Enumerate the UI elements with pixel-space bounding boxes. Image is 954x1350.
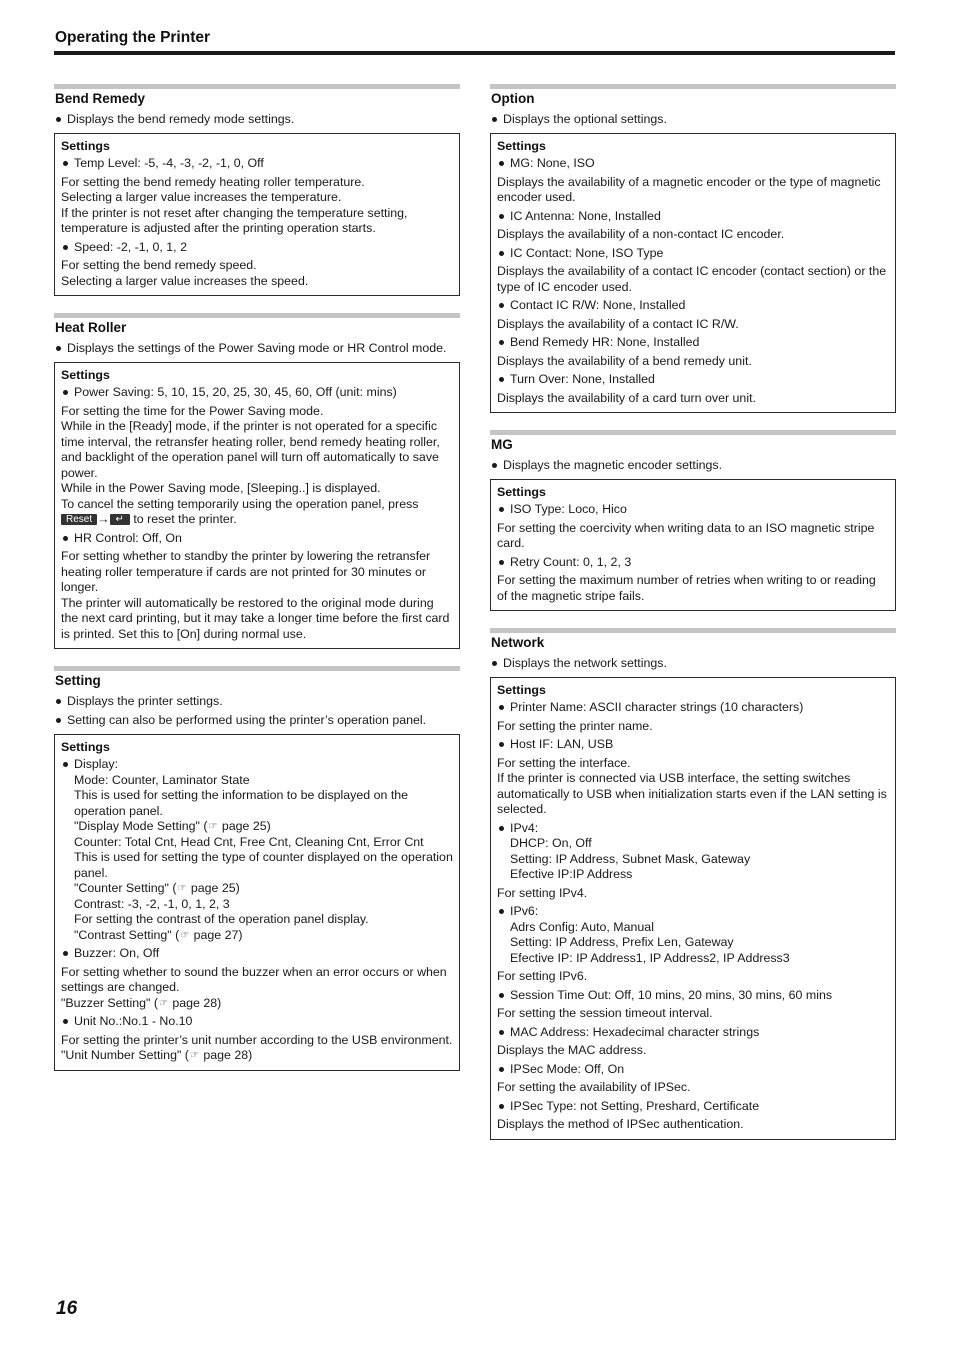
settings-box-title: Settings bbox=[497, 138, 546, 153]
setting-text: Displays the availability of a magnetic encoder or the type of magnetic encoder used. bbox=[497, 174, 881, 204]
section-title: Option bbox=[491, 91, 535, 106]
section-rule bbox=[490, 84, 896, 89]
setting-item-label: Display: bbox=[74, 757, 119, 771]
setting-text-line: If the printer is connected via USB interface, the setting switches automatically to USB when initialization starts even if the LAN setting is selected. bbox=[497, 771, 887, 816]
section-description bbox=[490, 458, 896, 474]
page-number: 16 bbox=[56, 1298, 78, 1319]
settings-box bbox=[490, 677, 896, 1140]
setting-item bbox=[497, 904, 889, 966]
reference-text: "Display Mode Setting" ( bbox=[74, 819, 208, 833]
description-item: Displays the magnetic encoder settings. bbox=[490, 458, 896, 474]
description-item: Displays the settings of the Power Saving mode or HR Control mode. bbox=[54, 341, 460, 357]
setting-text-line: The printer will automatically be restored to the original mode during the next card printing, but it may take a longer time before the first card is printed. Set this to [On] during normal use. bbox=[61, 595, 450, 641]
setting-text-line: For setting the time for the Power Saving mode. bbox=[61, 403, 324, 418]
setting-item: HR Control: Off, On bbox=[61, 531, 453, 547]
setting-item: Turn Over: None, Installed bbox=[497, 372, 889, 388]
reference-page: page 25) bbox=[218, 819, 271, 833]
section-title: Network bbox=[491, 635, 545, 650]
section-title: Setting bbox=[55, 673, 101, 688]
setting-text-line: For setting the printer’s unit number according to the USB environment. bbox=[61, 1032, 453, 1047]
page-reference bbox=[61, 996, 453, 1012]
setting-text: Displays the availability of a contact IC R/W. bbox=[497, 316, 739, 331]
reference-icon: ☞ bbox=[208, 821, 218, 832]
header-rule bbox=[54, 51, 895, 55]
setting-sub-line: Efective IP:IP Address bbox=[510, 867, 633, 881]
section-title: MG bbox=[491, 437, 513, 452]
setting-sub-line: This is used for setting the type of counter displayed on the operation panel. bbox=[74, 850, 453, 880]
setting-item: IPSec Mode: Off, On bbox=[497, 1062, 889, 1078]
setting-sub-line: DHCP: On, Off bbox=[510, 836, 592, 850]
arrow-glyph: → bbox=[97, 512, 110, 526]
section-bend-remedy bbox=[54, 84, 460, 296]
section-rule bbox=[490, 430, 896, 435]
settings-box-title: Settings bbox=[497, 484, 546, 499]
section-mg bbox=[490, 430, 896, 611]
setting-item: MG: None, ISO bbox=[497, 156, 889, 172]
setting-text bbox=[61, 965, 453, 1012]
setting-text-line: For setting the bend remedy speed. bbox=[61, 258, 257, 272]
setting-text: Displays the availability of a card turn over unit. bbox=[497, 390, 756, 405]
setting-text: Displays the availability of a non-contact IC encoder. bbox=[497, 227, 785, 241]
section-title: Bend Remedy bbox=[55, 91, 146, 106]
setting-text: Displays the method of IPSec authentication. bbox=[497, 1117, 744, 1131]
setting-item: Unit No.:No.1 - No.10 bbox=[61, 1014, 453, 1030]
settings-box bbox=[54, 362, 460, 650]
setting-text-line: Selecting a larger value increases the speed. bbox=[61, 273, 309, 288]
setting-text: For setting the availability of IPSec. bbox=[497, 1080, 691, 1094]
setting-text: Displays the availability of a contact IC encoder (contact section) or the type of IC encoder used. bbox=[497, 264, 887, 294]
setting-sub-line: Efective IP: IP Address1, IP Address2, IP Address3 bbox=[510, 950, 790, 965]
reference-icon: ☞ bbox=[180, 929, 190, 941]
description-item: Displays the printer settings. bbox=[54, 694, 460, 710]
setting-item: Power Saving: 5, 10, 15, 20, 25, 30, 45, 60, Off (unit: mins) bbox=[61, 385, 453, 401]
page-reference bbox=[61, 1048, 453, 1064]
setting-sub-line: Setting: IP Address, Subnet Mask, Gateway bbox=[510, 851, 751, 866]
setting-text-line: For setting the bend remedy heating roller temperature. bbox=[61, 174, 365, 189]
description-item: Setting can also be performed using the printer’s operation panel. bbox=[54, 713, 460, 729]
reference-page: page 27) bbox=[190, 927, 243, 942]
setting-item: Retry Count: 0, 1, 2, 3 bbox=[497, 555, 889, 571]
section-rule bbox=[54, 84, 460, 89]
setting-item: Contact IC R/W: None, Installed bbox=[497, 298, 889, 314]
setting-text-line: For setting the interface. bbox=[497, 755, 631, 770]
reference-page: page 25) bbox=[187, 881, 240, 895]
setting-item-label: IPv6: bbox=[510, 904, 539, 918]
description-item: Displays the bend remedy mode settings. bbox=[54, 112, 460, 128]
settings-box bbox=[54, 133, 460, 297]
reference-icon: ☞ bbox=[189, 1050, 199, 1061]
section-title: Heat Roller bbox=[55, 320, 127, 335]
section-rule bbox=[54, 313, 460, 318]
setting-item: MAC Address: Hexadecimal character strings bbox=[497, 1025, 889, 1041]
setting-text: For setting the coercivity when writing data to an ISO magnetic stripe card. bbox=[497, 520, 875, 550]
setting-sub-line: Setting: IP Address, Prefix Len, Gateway bbox=[510, 935, 734, 949]
setting-sub-line: Counter: Total Cnt, Head Cnt, Free Cnt, Cleaning Cnt, Error Cnt bbox=[74, 834, 424, 849]
settings-box bbox=[54, 734, 460, 1071]
reset-instruction bbox=[61, 512, 453, 528]
setting-text-line: For setting whether to sound the buzzer when an error occurs or when settings are changed. bbox=[61, 964, 447, 994]
setting-text-line: For setting whether to standby the printer by lowering the retransfer heating roller temperature if cards are not printed for 30 minutes or longer. bbox=[61, 549, 431, 594]
setting-item: Host IF: LAN, USB bbox=[497, 737, 889, 753]
setting-text-line: To cancel the setting temporarily using the operation panel, press bbox=[61, 496, 419, 511]
setting-text-line: If the printer is not reset after changing the temperature setting, temperature is adjusted after the printing operation starts. bbox=[61, 205, 408, 235]
setting-text bbox=[61, 175, 453, 237]
section-rule bbox=[54, 666, 460, 671]
setting-item bbox=[61, 757, 453, 943]
setting-text: For setting IPv6. bbox=[497, 969, 588, 983]
settings-box-title: Settings bbox=[61, 138, 110, 153]
section-description bbox=[490, 112, 896, 128]
setting-item bbox=[497, 821, 889, 883]
setting-item: ISO Type: Loco, Hico bbox=[497, 502, 889, 518]
setting-item: Printer Name: ASCII character strings (10 characters) bbox=[497, 700, 889, 716]
setting-item: Bend Remedy HR: None, Installed bbox=[497, 335, 889, 351]
page-reference bbox=[74, 819, 453, 835]
setting-item: Temp Level: -5, -4, -3, -2, -1, 0, Off bbox=[61, 156, 453, 172]
reset-key-icon: Reset bbox=[61, 514, 97, 525]
reference-text: "Contrast Setting" ( bbox=[74, 927, 180, 942]
reference-icon: ☞ bbox=[177, 883, 187, 894]
setting-item: IPSec Type: not Setting, Preshard, Certificate bbox=[497, 1099, 889, 1115]
setting-item: IC Antenna: None, Installed bbox=[497, 209, 889, 225]
reference-text: "Buzzer Setting" ( bbox=[61, 995, 158, 1010]
setting-text: For setting the printer name. bbox=[497, 718, 653, 733]
setting-text bbox=[61, 258, 453, 289]
setting-text bbox=[61, 549, 453, 642]
section-description bbox=[54, 694, 460, 729]
section-description bbox=[54, 112, 460, 128]
setting-sub-line: Adrs Config: Auto, Manual bbox=[510, 919, 654, 934]
setting-text: Displays the MAC address. bbox=[497, 1043, 647, 1057]
reference-text: "Unit Number Setting" ( bbox=[61, 1048, 189, 1062]
setting-text: Displays the availability of a bend remedy unit. bbox=[497, 353, 752, 368]
left-column bbox=[54, 84, 460, 1088]
setting-item-label: IPv4: bbox=[510, 820, 539, 835]
setting-sub-line: For setting the contrast of the operation panel display. bbox=[74, 912, 369, 926]
page-header-title: Operating the Printer bbox=[55, 29, 211, 46]
setting-text-line: Selecting a larger value increases the temperature. bbox=[61, 190, 342, 204]
description-item: Displays the network settings. bbox=[490, 656, 896, 672]
section-description bbox=[490, 656, 896, 672]
setting-item: Buzzer: On, Off bbox=[61, 946, 453, 962]
right-column bbox=[490, 84, 896, 1157]
section-option bbox=[490, 84, 896, 413]
settings-box bbox=[490, 479, 896, 612]
setting-sub-line: Contrast: -3, -2, -1, 0, 1, 2, 3 bbox=[74, 896, 230, 911]
reset-instruction-tail: to reset the printer. bbox=[133, 512, 237, 526]
reference-text: "Counter Setting" ( bbox=[74, 881, 177, 895]
setting-text-line: While in the [Ready] mode, if the printer is not operated for a specific time interval, the retransfer heating roller, bend remedy heating roller, and backlight of the operation panel will turn off automatically to save power. bbox=[61, 419, 440, 480]
settings-box-title: Settings bbox=[497, 682, 546, 697]
enter-key-icon: ↵ bbox=[110, 514, 130, 525]
setting-item: IC Contact: None, ISO Type bbox=[497, 246, 889, 262]
setting-text-line: While in the Power Saving mode, [Sleeping..] is displayed. bbox=[61, 481, 381, 495]
page-reference bbox=[74, 928, 453, 944]
reference-icon: ☞ bbox=[158, 997, 168, 1009]
section-network bbox=[490, 628, 896, 1140]
setting-text: For setting the session timeout interval. bbox=[497, 1006, 713, 1020]
setting-item: Speed: -2, -1, 0, 1, 2 bbox=[61, 240, 453, 256]
settings-box-title: Settings bbox=[61, 739, 110, 754]
settings-box bbox=[490, 133, 896, 414]
setting-text bbox=[61, 404, 453, 528]
reference-page: page 28) bbox=[168, 995, 222, 1010]
setting-text bbox=[497, 756, 889, 818]
setting-text: For setting IPv4. bbox=[497, 885, 588, 900]
setting-sub-line: Mode: Counter, Laminator State bbox=[74, 772, 250, 787]
reference-page: page 28) bbox=[199, 1048, 253, 1062]
setting-sub-line: This is used for setting the information to be displayed on the operation panel. bbox=[74, 788, 409, 818]
settings-box-title: Settings bbox=[61, 367, 110, 382]
setting-text bbox=[61, 1033, 453, 1064]
section-setting bbox=[54, 666, 460, 1071]
section-description bbox=[54, 341, 460, 357]
section-rule bbox=[490, 628, 896, 633]
setting-text: For setting the maximum number of retries when writing to or reading of the magnetic stripe fails. bbox=[497, 573, 876, 603]
section-heat-roller bbox=[54, 313, 460, 649]
description-item: Displays the optional settings. bbox=[490, 112, 896, 128]
setting-item: Session Time Out: Off, 10 mins, 20 mins, 30 mins, 60 mins bbox=[497, 988, 889, 1004]
page-reference bbox=[74, 881, 453, 897]
